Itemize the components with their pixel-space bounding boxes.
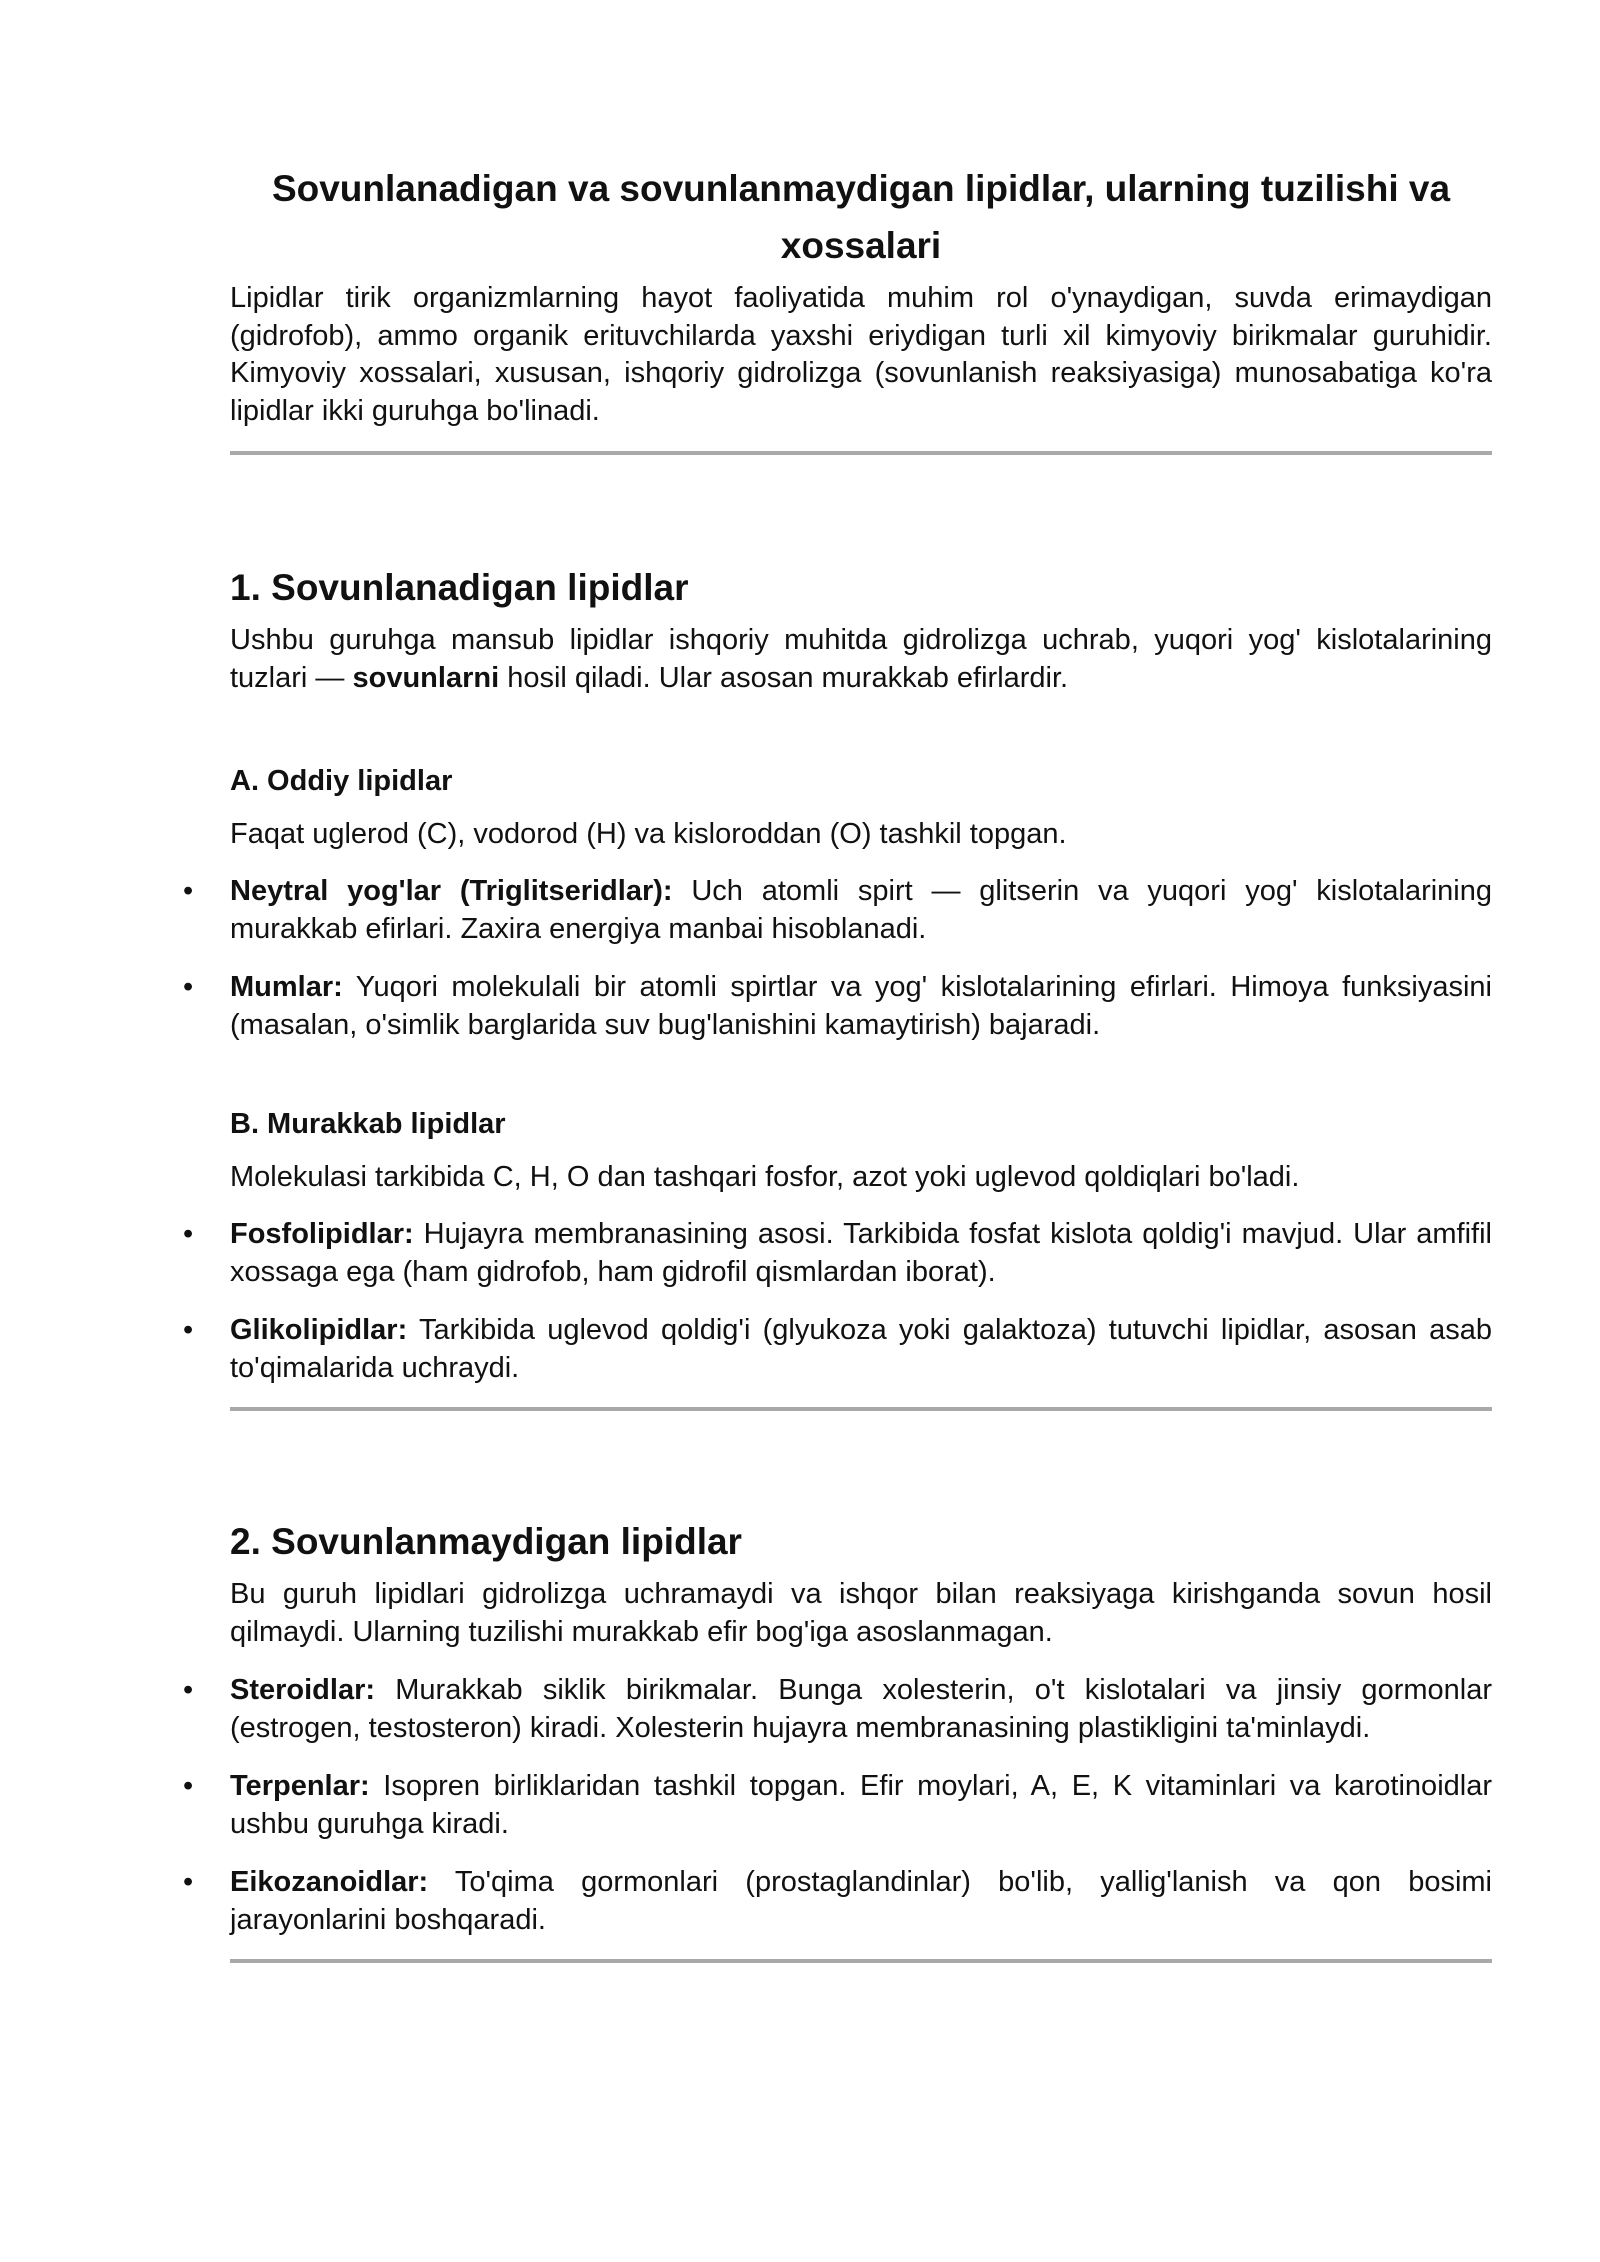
list-item-text: Isopren birliklaridan tashkil topgan. Efir moylari, A, E, K vitaminlari va karotinoidlar ushbu guruhga kiradi.: [230, 1770, 1492, 1840]
list-item-term: Neytral yog'lar (Triglitseridlar):: [230, 875, 673, 907]
subsection-b-heading: B. Murakkab lipidlar: [230, 1108, 506, 1140]
list-item-text: Murakkab siklik birikmalar. Bunga xolesterin, o't kislotalari va jinsiy gormonlar (estrogen, testosteron) kiradi. Xolesterin hujayra membranasining plastikligini ta'minlaydi.: [230, 1674, 1492, 1744]
list-item: [230, 1672, 1492, 1747]
divider: [230, 451, 1492, 455]
section-1-text-bold: sovunlarni: [352, 661, 500, 694]
list-item-text: Yuqori molekulali bir atomli spirtlar va yog' kislotalarining efirlari. Himoya funksiyasini (masalan, o'simlik barglarida suv bug'lanishini kamaytirish) bajaradi.: [230, 971, 1492, 1041]
list-item-text: Hujayra membranasining asosi. Tarkibida fosfat kislota qoldig'i mavjud. Ular amfifil xossaga ega (ham gidrofob, ham gidrofil qismlardan iborat).: [230, 1218, 1492, 1288]
section-1-text-before: Ushbu guruhga mansub lipidlar ishqoriy muhitda gidrolizga uchrab, yuqori yog' kislotalarining tuzlari —: [230, 624, 1492, 694]
section-2-list: [230, 1672, 1492, 1939]
list-item: [230, 969, 1492, 1044]
section-1-paragraph: [230, 622, 1492, 697]
list-item: [230, 1768, 1492, 1843]
list-item: [230, 873, 1492, 948]
divider: [230, 1959, 1492, 1963]
intro-paragraph: Lipidlar tirik organizmlarning hayot faoliyatida muhim rol o'ynaydigan, suvda erimaydigan (gidrofob), ammo organik erituvchilarda yaxshi eriydigan turli xil kimyoviy birikmalar guruhidir. Kimyoviy xossalari, xususan, ishqoriy gidrolizga (sovunlanish reaksiyasiga) munosabatiga ko'ra lipidlar ikki guruhga bo'linadi.: [230, 282, 1492, 427]
subsection-b-paragraph: Molekulasi tarkibida C, H, O dan tashqari fosfor, azot yoki uglevod qoldiqlari bo'ladi.: [230, 1160, 1300, 1193]
list-item: [230, 1312, 1492, 1387]
section-1-heading: 1. Sovunlanadigan lipidlar: [230, 567, 689, 608]
list-item-term: Steroidlar:: [230, 1674, 376, 1706]
list-item-term: Eikozanoidlar:: [230, 1866, 429, 1898]
section-1-text-after: hosil qiladi. Ular asosan murakkab efirlardir.: [499, 661, 1069, 694]
section-2-paragraph: Bu guruh lipidlari gidrolizga uchramaydi va ishqor bilan reaksiyaga kirishganda sovun hosil qilmaydi. Ularning tuzilishi murakkab efir bog'iga asoslanmagan.: [230, 1578, 1492, 1648]
list-item: [230, 1216, 1492, 1291]
document-title: Sovunlanadigan va sovunlanmaydigan lipidlar, ularning tuzilishi va xossalari: [271, 168, 1451, 266]
list-item-term: Glikolipidlar:: [230, 1314, 408, 1346]
subsection-a-paragraph: Faqat uglerod (C), vodorod (H) va kisloroddan (O) tashkil topgan.: [230, 817, 1067, 850]
list-item-term: Terpenlar:: [230, 1770, 370, 1802]
divider: [230, 1407, 1492, 1411]
subsection-a-heading: A. Oddiy lipidlar: [230, 765, 453, 797]
section-2-heading: 2. Sovunlanmaydigan lipidlar: [230, 1521, 742, 1562]
list-item-text: To'qima gormonlari (prostaglandinlar) bo'lib, yallig'lanish va qon bosimi jarayonlarini boshqaradi.: [230, 1866, 1492, 1936]
subsection-b-list: [230, 1216, 1492, 1387]
list-item-term: Mumlar:: [230, 971, 343, 1003]
list-item-text: Uch atomli spirt — glitserin va yuqori yog' kislotalarining murakkab efirlari. Zaxira energiya manbai hisoblanadi.: [230, 875, 1492, 945]
list-item-term: Fosfolipidlar:: [230, 1218, 414, 1250]
document-page: [230, 160, 1492, 1963]
subsection-a-list: [230, 873, 1492, 1044]
list-item: [230, 1864, 1492, 1939]
list-item-text: Tarkibida uglevod qoldig'i (glyukoza yoki galaktoza) tutuvchi lipidlar, asosan asab to'qimalarida uchraydi.: [230, 1314, 1492, 1384]
